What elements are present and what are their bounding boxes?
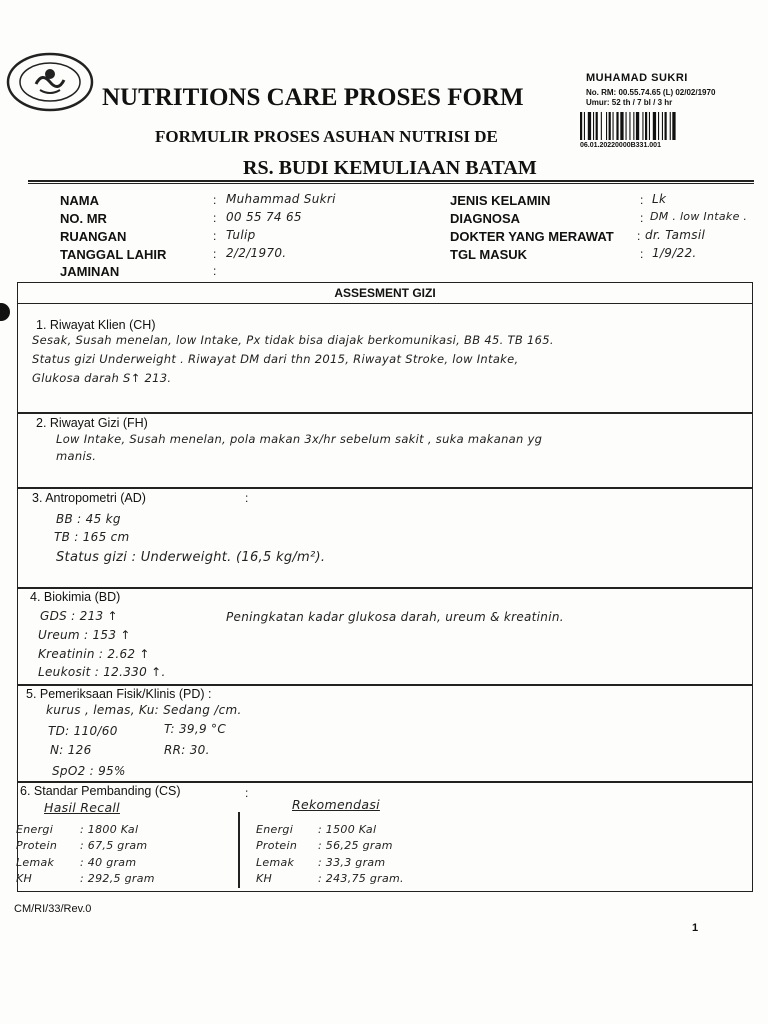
- recall-value: : 292,5 gram: [80, 872, 155, 885]
- header-rule-thin: [28, 183, 754, 184]
- sticker-rm: No. RM: 00.55.74.65 (L) 02/02/1970: [586, 88, 716, 97]
- section-divider: [17, 684, 753, 686]
- sticker-name: MUHAMAD SUKRI: [586, 72, 688, 84]
- section-riwayat-gizi-title: 2. Riwayat Gizi (FH): [36, 416, 148, 430]
- riwayat-klien-line: Sesak, Susah menelan, low Intake, Px tidak bisa diajak berkomunikasi, BB 45. TB 165.: [32, 333, 554, 347]
- header-rule: [28, 180, 754, 182]
- value-nomr: 00 55 74 65: [226, 210, 302, 224]
- rekomendasi-key: Protein: [256, 839, 298, 852]
- barcode: [580, 112, 730, 140]
- fisik-rr: RR: 30.: [164, 743, 210, 757]
- colon: :: [640, 211, 644, 225]
- sticker-code: 06.01.20220000B331.001: [580, 142, 661, 149]
- value-tgl-lahir: 2/2/1970.: [226, 246, 287, 260]
- column-divider: [238, 812, 240, 888]
- label-ruangan: RUANGAN: [60, 229, 127, 244]
- fisik-nadi: N: 126: [50, 743, 92, 757]
- recall-key: Lemak: [16, 856, 55, 869]
- sticker-age: Umur: 52 th / 7 bl / 3 hr: [586, 98, 673, 107]
- colon: :: [640, 193, 644, 207]
- page-number: 1: [692, 922, 699, 934]
- fisik-td: TD: 110/60: [48, 724, 118, 738]
- section-fisik-title: 5. Pemeriksaan Fisik/Klinis (PD) :: [26, 687, 212, 701]
- antropometri-bb: BB : 45 kg: [56, 512, 121, 526]
- section-standar-title: 6. Standar Pembanding (CS): [20, 784, 181, 798]
- rekomendasi-value: : 56,25 gram: [318, 839, 393, 852]
- biokimia-ureum: Ureum : 153 ↑: [38, 628, 131, 642]
- rekomendasi-title: Rekomendasi: [292, 797, 380, 812]
- hospital-name: RS. BUDI KEMULIAAN BATAM: [243, 157, 537, 179]
- fisik-suhu: T: 39,9 °C: [164, 722, 226, 736]
- label-jenis-kelamin: JENIS KELAMIN: [450, 193, 551, 208]
- antropometri-tb: TB : 165 cm: [54, 530, 130, 544]
- rekomendasi-value: : 33,3 gram: [318, 856, 386, 869]
- colon: :: [213, 229, 217, 243]
- label-diagnosa: DIAGNOSA: [450, 211, 521, 226]
- riwayat-klien-line: Glukosa darah S↑ 213.: [32, 371, 172, 385]
- form-subtitle: FORMULIR PROSES ASUHAN NUTRISI DE: [155, 127, 498, 146]
- form-title: NUTRITIONS CARE PROSES FORM: [102, 84, 524, 111]
- biokimia-kreatinin: Kreatinin : 2.62 ↑: [38, 647, 150, 661]
- colon: :: [637, 229, 641, 243]
- section-divider: [17, 781, 753, 783]
- value-ruangan: Tulip: [226, 228, 256, 242]
- section-riwayat-klien-title: 1. Riwayat Klien (CH): [36, 318, 156, 332]
- fisik-kondisi: kurus , lemas, Ku: Sedang /cm.: [46, 703, 242, 717]
- recall-key: Energi: [16, 823, 54, 836]
- label-jaminan: JAMINAN: [60, 264, 120, 279]
- riwayat-gizi-line: Low Intake, Susah menelan, pola makan 3x/hr sebelum sakit , suka makanan yg: [56, 432, 543, 446]
- colon: :: [245, 491, 249, 505]
- label-tgl-lahir: TANGGAL LAHIR: [60, 247, 167, 262]
- recall-key: KH: [16, 872, 33, 885]
- label-nama: NAMA: [60, 193, 99, 208]
- recall-key: Protein: [16, 839, 58, 852]
- section-divider: [17, 412, 753, 414]
- rekomendasi-value: : 243,75 gram.: [318, 872, 404, 885]
- value-diagnosa: DM . low Intake .: [650, 210, 748, 223]
- colon: :: [213, 264, 217, 278]
- recall-title: Hasil Recall: [44, 800, 120, 815]
- label-tgl-masuk: TGL MASUK: [450, 247, 528, 262]
- value-nama: Muhammad Sukri: [226, 192, 336, 206]
- form-code: CM/RI/33/Rev.0: [14, 903, 92, 915]
- value-tgl-masuk: 1/9/22.: [652, 246, 697, 260]
- rekomendasi-value: : 1500 Kal: [318, 823, 377, 836]
- section-divider: [17, 487, 753, 489]
- colon: :: [213, 247, 217, 261]
- value-jenis-kelamin: Lk: [652, 192, 667, 206]
- label-nomr: NO. MR: [60, 211, 107, 226]
- riwayat-klien-line: Status gizi Underweight . Riwayat DM dari thn 2015, Riwayat Stroke, low Intake,: [32, 352, 519, 366]
- recall-value: : 40 gram: [80, 856, 137, 869]
- fisik-spo2: SpO2 : 95%: [52, 764, 126, 778]
- assessment-header: ASSESMENT GIZI: [17, 282, 753, 304]
- punch-hole: [0, 303, 10, 321]
- label-dokter: DOKTER YANG MERAWAT: [450, 229, 614, 244]
- section-biokimia-title: 4. Biokimia (BD): [30, 590, 121, 604]
- rekomendasi-key: Energi: [256, 823, 294, 836]
- colon: :: [245, 786, 249, 800]
- section-antropometri-title: 3. Antropometri (AD): [32, 491, 146, 505]
- hospital-logo: [6, 52, 94, 112]
- value-dokter: dr. Tamsil: [645, 228, 706, 242]
- biokimia-gds: GDS : 213 ↑: [40, 609, 118, 623]
- biokimia-leukosit: Leukosit : 12.330 ↑.: [38, 665, 166, 679]
- rekomendasi-key: KH: [256, 872, 273, 885]
- patient-sticker: [578, 70, 768, 154]
- rekomendasi-key: Lemak: [256, 856, 295, 869]
- colon: :: [213, 211, 217, 225]
- colon: :: [213, 193, 217, 207]
- riwayat-gizi-line: manis.: [56, 449, 97, 463]
- section-divider: [17, 587, 753, 589]
- colon: :: [640, 247, 644, 261]
- recall-value: : 67,5 gram: [80, 839, 148, 852]
- antropometri-status: Status gizi : Underweight. (16,5 kg/m²).: [56, 550, 326, 565]
- recall-value: : 1800 Kal: [80, 823, 139, 836]
- biokimia-note: Peningkatan kadar glukosa darah, ureum & kreatinin.: [226, 610, 564, 624]
